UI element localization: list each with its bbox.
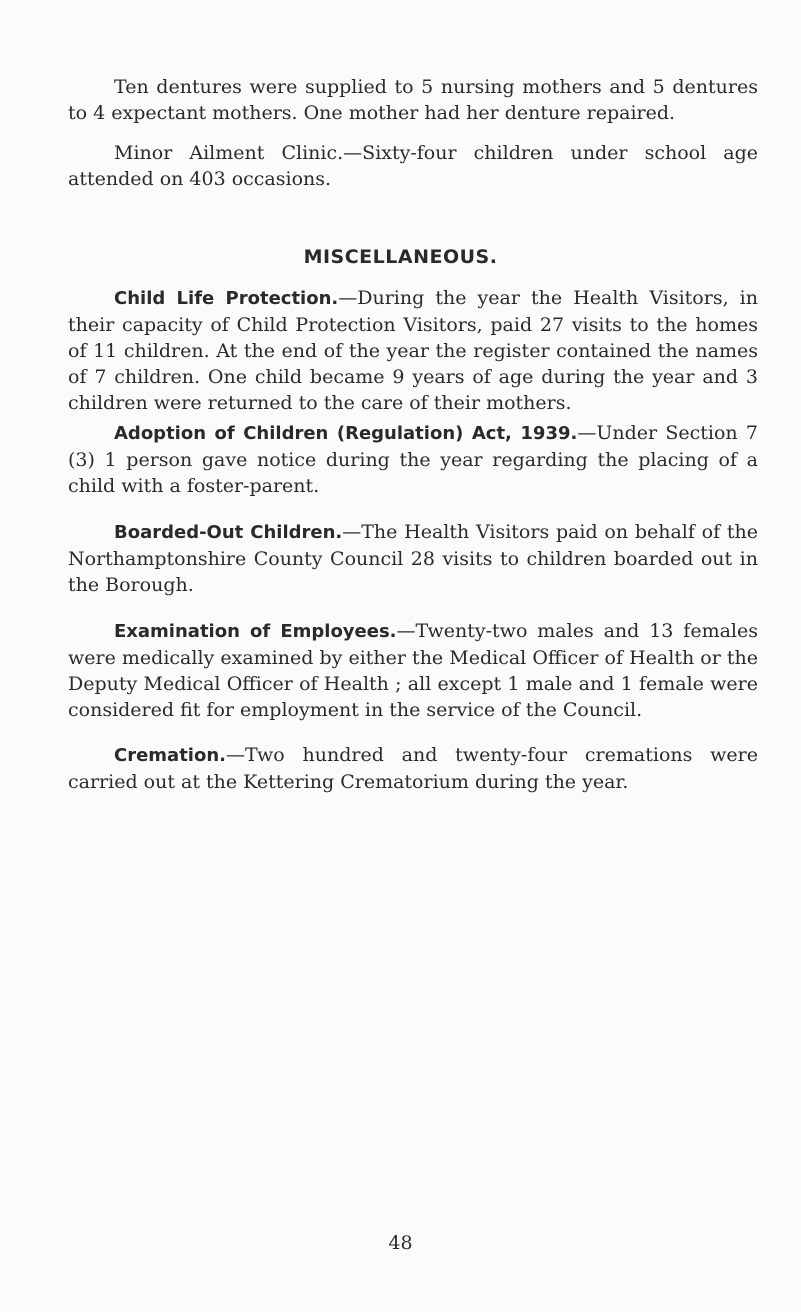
child-life-body: —During the year the Health Visitors, in their capacity of Child Protection Visitors, paid 27 visits to the homes of 11 children. At the end of the year the register contained the names of 7 children. One child became 9 years of age during the year and 3 children were returned to the care of their mothers.	[68, 287, 759, 414]
cremation-paragraph	[68, 742, 758, 795]
page-number: 48	[388, 1232, 413, 1254]
employees-lead: Examination of Employees.	[114, 621, 397, 642]
section-heading: MISCELLANEOUS.	[303, 246, 498, 268]
cremation-body: —Two hundred and twenty-four cremations were carried out at the Kettering Crematorium during the year.	[68, 744, 758, 793]
adoption-paragraph	[68, 420, 758, 499]
boarded-out-lead: Boarded-Out Children.	[114, 522, 343, 543]
child-life-paragraph	[68, 285, 758, 416]
cremation-lead: Cremation.	[114, 745, 226, 766]
dentures-paragraph: Ten dentures were supplied to 5 nursing mothers and 5 dentures to 4 expectant mothers. One mother had her denture repaired.	[68, 76, 758, 124]
boarded-out-body: —The Health Visitors paid on behalf of the Northamptonshire County Council 28 visits to children boarded out in the Borough.	[68, 521, 759, 596]
minor-ailment-paragraph: Minor Ailment Clinic.—Sixty-four children under school age attended on 403 occasions.	[68, 142, 758, 190]
child-life-lead: Child Life Protection.	[114, 288, 339, 309]
adoption-lead: Adoption of Children (Regulation) Act, 1939.	[114, 423, 578, 444]
boarded-out-paragraph	[68, 519, 758, 598]
employees-body: —Twenty-two males and 13 females were medically examined by either the Medical Officer of Health or the Deputy Medical Officer of Health ; all except 1 male and 1 female were considered fit for employment in the service of the Council.	[68, 620, 758, 721]
adoption-body: —Under Section 7 (3) 1 person gave notice during the year regarding the placing of a child with a foster-parent.	[68, 422, 759, 497]
employees-paragraph	[68, 618, 758, 723]
